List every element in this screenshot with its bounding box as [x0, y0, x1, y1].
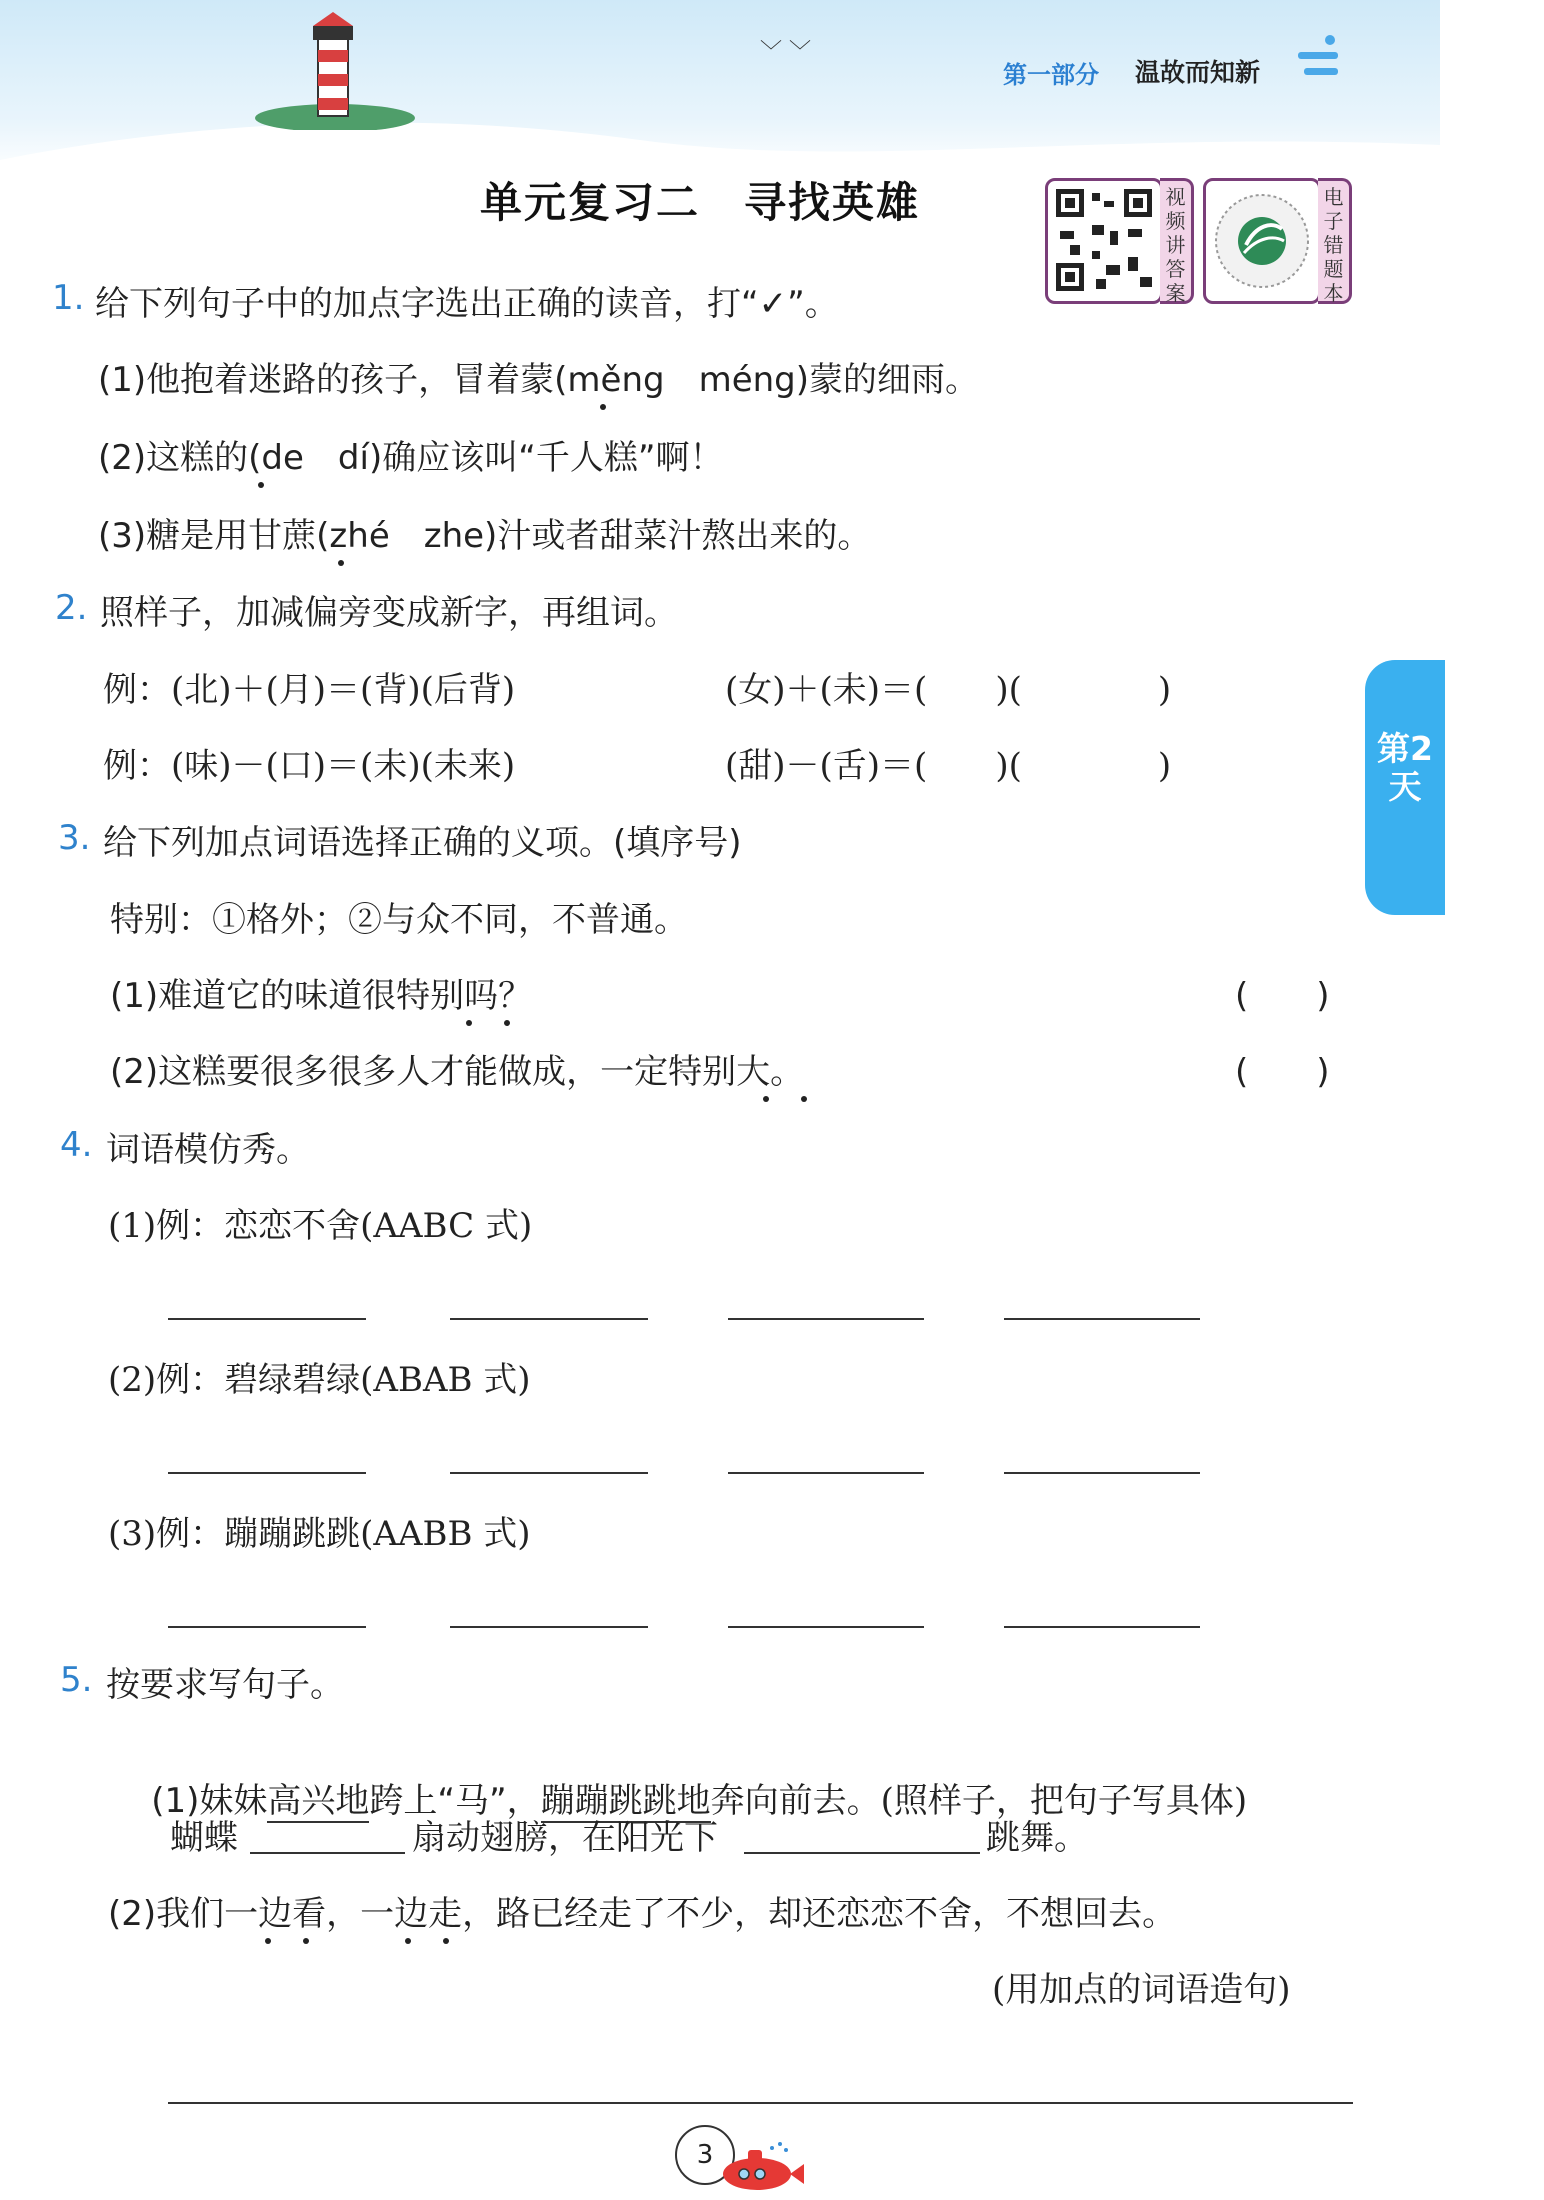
answer-blank[interactable] [1004, 1318, 1200, 1320]
q5-fill-mid: 扇动翅膀，在阳光下 [412, 1818, 718, 1858]
answer-blank[interactable] [450, 1626, 648, 1628]
q1-item-2: (2)这糕的(de dí)确应该叫“千人糕”啊！ [98, 438, 724, 478]
q4-example-1: (1)例：恋恋不舍(AABC 式) [108, 1206, 533, 1246]
answer-blank[interactable] [450, 1318, 648, 1320]
emphasis-dot [443, 1938, 449, 1944]
q1-item-1: (1)他抱着迷路的孩子，冒着蒙(měng méng)蒙的细雨。 [98, 360, 980, 400]
answer-blank[interactable] [728, 1318, 924, 1320]
emphasis-dot [258, 482, 264, 488]
q3-definition: 特别：①格外；②与众不同，不普通。 [110, 900, 688, 940]
q5-item1-end: 奔向前去。(照样子，把句子写具体) [710, 1781, 1248, 1821]
section-name: 温故而知新 [1135, 58, 1261, 87]
answer-blank[interactable] [250, 1852, 405, 1854]
emphasis-dot [600, 404, 606, 410]
day-tab: 第2天 [1365, 660, 1445, 915]
q3-item-1: (1)难道它的味道很特别吗？ [110, 976, 533, 1016]
q2-prompt: 照样子，加减偏旁变成新字，再组词。 [100, 593, 678, 633]
answer-blank[interactable] [168, 1318, 366, 1320]
page-number: 3 [675, 2125, 735, 2185]
q5-underlined-word-1: 高兴地 [267, 1781, 370, 1821]
qr-error-book-label: 电子错题本 [1318, 178, 1352, 304]
q5-prompt: 按要求写句子。 [106, 1665, 344, 1705]
lighthouse-icon [250, 10, 430, 130]
answer-line[interactable] [168, 2102, 1353, 2104]
emphasis-dot [466, 1020, 472, 1026]
q1-prompt: 给下列句子中的加点字选出正确的读音，打“✓”。 [95, 284, 839, 324]
q5-item1-start: (1)妹妹 [151, 1781, 268, 1821]
qr-pattern-icon [1206, 181, 1318, 301]
q2-fill-1[interactable]: (女)＋(未)＝( )( ) [725, 670, 1172, 710]
q5-item1-mid: 跨上“马”， [369, 1781, 541, 1821]
answer-blank[interactable] [728, 1626, 924, 1628]
q5-underlined-word-2: 蹦蹦跳跳地 [540, 1781, 711, 1821]
q5-fill-start: 蝴蝶 [170, 1818, 238, 1858]
emphasis-dot [763, 1096, 769, 1102]
q2-example-2: 例：(味)－(口)＝(未)(未来) [103, 746, 516, 786]
q5-number: 5. [60, 1660, 93, 1700]
section-logo-icon [1290, 30, 1350, 90]
emphasis-dot [265, 1938, 271, 1944]
emphasis-dot [303, 1938, 309, 1944]
answer-blank[interactable] [1004, 1626, 1200, 1628]
qr-code-video[interactable] [1045, 178, 1163, 304]
q1-item-3: (3)糖是用甘蔗(zhé zhe)汁或者甜菜汁熬出来的。 [98, 516, 872, 556]
q1-number: 1. [52, 278, 85, 318]
section-tag: 第一部分 [1003, 61, 1099, 89]
page-title: 单元复习二 寻找英雄 [480, 178, 921, 227]
answer-blank[interactable] [168, 1472, 366, 1474]
q3-answer-1[interactable]: ( ) [1235, 976, 1330, 1016]
q2-example-1: 例：(北)＋(月)＝(背)(后背) [103, 670, 516, 710]
q3-answer-2[interactable]: ( ) [1235, 1052, 1330, 1092]
q4-prompt: 词语模仿秀。 [106, 1130, 310, 1170]
answer-blank[interactable] [168, 1626, 366, 1628]
answer-blank[interactable] [450, 1472, 648, 1474]
q2-number: 2. [55, 588, 88, 628]
qr-video-label: 视频讲答案 [1160, 178, 1194, 304]
q4-example-2: (2)例：碧绿碧绿(ABAB 式) [108, 1360, 531, 1400]
birds-icon: ﹀ ﹀ [760, 40, 811, 65]
q2-fill-2[interactable]: (甜)－(舌)＝( )( ) [725, 746, 1172, 786]
emphasis-dot [801, 1096, 807, 1102]
q4-example-3: (3)例：蹦蹦跳跳(AABB 式) [108, 1514, 531, 1554]
q3-prompt: 给下列加点词语选择正确的义项。(填序号) [103, 823, 742, 863]
emphasis-dot [338, 560, 344, 566]
q3-number: 3. [58, 818, 91, 858]
answer-blank[interactable] [1004, 1472, 1200, 1474]
qr-code-error-book[interactable] [1203, 178, 1321, 304]
q4-number: 4. [60, 1125, 93, 1165]
submarine-icon [712, 2140, 807, 2195]
q5-item-2: (2)我们一边看，一边走，路已经走了不少，却还恋恋不舍，不想回去。 [108, 1894, 1177, 1934]
answer-blank[interactable] [744, 1852, 980, 1854]
answer-blank[interactable] [728, 1472, 924, 1474]
emphasis-dot [504, 1020, 510, 1026]
q3-item-2: (2)这糕要很多很多人才能做成，一定特别大。 [110, 1052, 805, 1092]
q5-item2-hint: (用加点的词语造句) [992, 1970, 1291, 2010]
emphasis-dot [405, 1938, 411, 1944]
qr-pattern-icon [1048, 181, 1160, 301]
q5-fill-end: 跳舞。 [986, 1818, 1088, 1858]
